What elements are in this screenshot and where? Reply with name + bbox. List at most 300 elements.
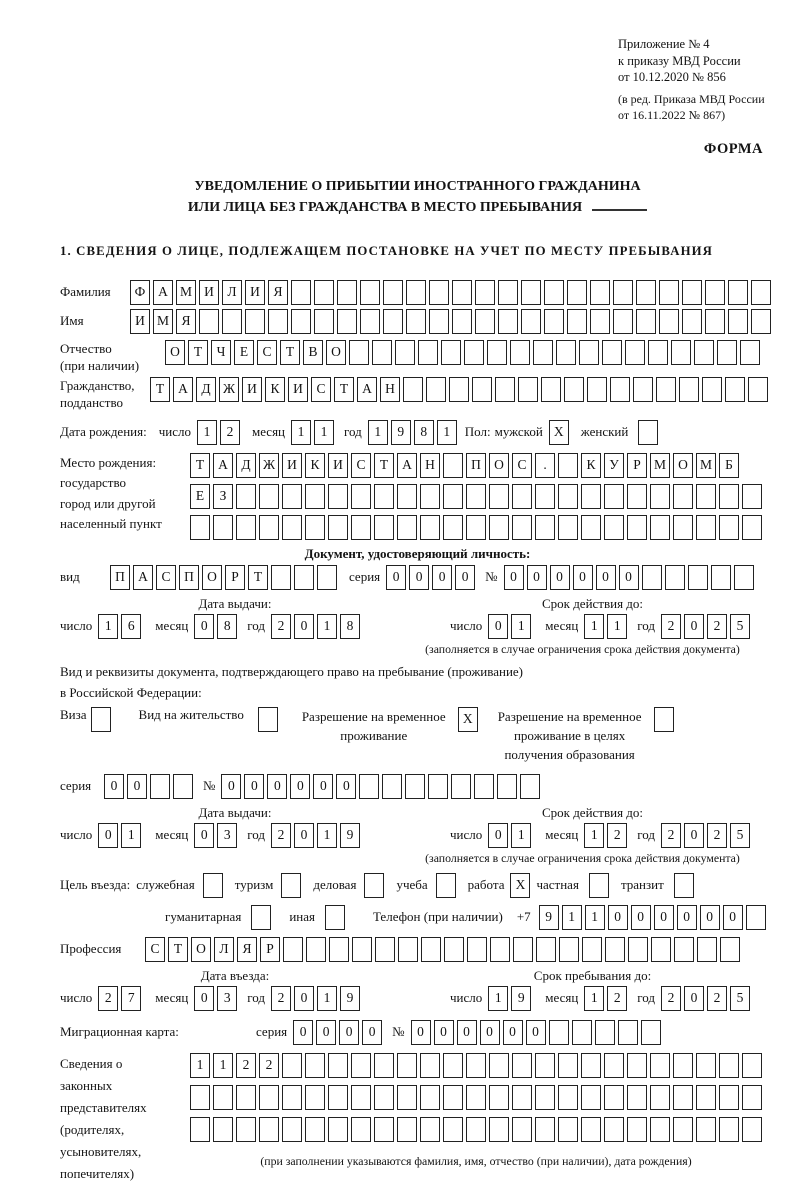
char-cell[interactable] [567, 280, 587, 305]
char-cell[interactable]: Ч [211, 340, 231, 365]
char-cell[interactable] [305, 515, 325, 540]
char-cell[interactable] [740, 340, 760, 365]
char-cell[interactable]: 7 [121, 986, 141, 1011]
char-cell[interactable] [656, 377, 676, 402]
char-cell[interactable] [236, 515, 256, 540]
char-cell[interactable] [659, 280, 679, 305]
char-cell[interactable]: П [179, 565, 199, 590]
char-cell[interactable] [650, 1117, 670, 1142]
char-cell[interactable] [428, 774, 448, 799]
char-cell[interactable] [742, 1053, 762, 1078]
char-cell[interactable]: С [145, 937, 165, 962]
char-cell[interactable] [533, 340, 553, 365]
char-cell[interactable]: 0 [221, 774, 241, 799]
char-cell[interactable] [466, 515, 486, 540]
char-cell[interactable] [374, 515, 394, 540]
char-cell[interactable] [282, 515, 302, 540]
char-cell[interactable]: 1 [584, 823, 604, 848]
char-cell[interactable]: 1 [437, 420, 457, 445]
char-cell[interactable] [397, 1117, 417, 1142]
char-cell[interactable] [633, 377, 653, 402]
char-cell[interactable] [720, 937, 740, 962]
char-cell[interactable] [590, 280, 610, 305]
char-cell[interactable] [443, 1053, 463, 1078]
char-cell[interactable] [236, 1085, 256, 1110]
char-cell[interactable] [742, 1117, 762, 1142]
char-cell[interactable] [328, 1085, 348, 1110]
char-cell[interactable]: 0 [290, 774, 310, 799]
char-cell[interactable] [705, 280, 725, 305]
char-cell[interactable] [697, 937, 717, 962]
char-cell[interactable] [397, 515, 417, 540]
char-cell[interactable] [702, 377, 722, 402]
char-cell[interactable]: 0 [480, 1020, 500, 1045]
char-cell[interactable]: Т [168, 937, 188, 962]
char-cell[interactable] [673, 1085, 693, 1110]
char-cell[interactable] [535, 1085, 555, 1110]
char-cell[interactable] [467, 937, 487, 962]
char-cell[interactable] [351, 1085, 371, 1110]
char-cell[interactable]: 0 [550, 565, 570, 590]
char-cell[interactable]: 0 [527, 565, 547, 590]
char-cell[interactable] [466, 1117, 486, 1142]
char-cell[interactable]: 2 [236, 1053, 256, 1078]
char-cell[interactable]: 0 [432, 565, 452, 590]
char-cell[interactable] [674, 937, 694, 962]
char-cell[interactable] [294, 565, 314, 590]
purpose-tourism-checkbox[interactable] [281, 873, 301, 898]
char-cell[interactable]: Ж [219, 377, 239, 402]
char-cell[interactable] [190, 515, 210, 540]
char-cell[interactable]: Ф [130, 280, 150, 305]
char-cell[interactable] [397, 1053, 417, 1078]
char-cell[interactable]: 0 [596, 565, 616, 590]
char-cell[interactable] [351, 484, 371, 509]
char-cell[interactable] [549, 1020, 569, 1045]
char-cell[interactable] [719, 1085, 739, 1110]
purpose-private-checkbox[interactable] [589, 873, 609, 898]
char-cell[interactable] [190, 1117, 210, 1142]
char-cell[interactable] [495, 377, 515, 402]
char-cell[interactable]: 0 [294, 823, 314, 848]
char-cell[interactable]: 0 [700, 905, 720, 930]
char-cell[interactable]: 9 [391, 420, 411, 445]
char-cell[interactable] [268, 309, 288, 334]
char-cell[interactable]: 1 [314, 420, 334, 445]
char-cell[interactable] [581, 1085, 601, 1110]
char-cell[interactable]: 8 [414, 420, 434, 445]
char-cell[interactable] [490, 937, 510, 962]
char-cell[interactable] [572, 1020, 592, 1045]
char-cell[interactable] [475, 309, 495, 334]
char-cell[interactable]: О [489, 453, 509, 478]
char-cell[interactable] [497, 774, 517, 799]
char-cell[interactable]: Б [719, 453, 739, 478]
char-cell[interactable] [372, 340, 392, 365]
char-cell[interactable]: О [673, 453, 693, 478]
char-cell[interactable] [351, 1053, 371, 1078]
char-cell[interactable] [696, 1085, 716, 1110]
char-cell[interactable] [536, 937, 556, 962]
char-cell[interactable] [305, 1117, 325, 1142]
gender-male-checkbox[interactable]: X [549, 420, 569, 445]
char-cell[interactable] [650, 484, 670, 509]
char-cell[interactable]: 0 [339, 1020, 359, 1045]
char-cell[interactable] [705, 309, 725, 334]
char-cell[interactable] [375, 937, 395, 962]
char-cell[interactable] [581, 515, 601, 540]
char-cell[interactable]: . [535, 453, 555, 478]
char-cell[interactable]: 0 [294, 614, 314, 639]
char-cell[interactable] [397, 484, 417, 509]
char-cell[interactable]: С [351, 453, 371, 478]
char-cell[interactable] [328, 1053, 348, 1078]
char-cell[interactable]: 5 [730, 986, 750, 1011]
char-cell[interactable] [673, 515, 693, 540]
char-cell[interactable] [636, 280, 656, 305]
char-cell[interactable] [213, 1117, 233, 1142]
char-cell[interactable] [751, 280, 771, 305]
char-cell[interactable]: 0 [457, 1020, 477, 1045]
char-cell[interactable]: М [650, 453, 670, 478]
char-cell[interactable] [374, 1053, 394, 1078]
char-cell[interactable] [696, 484, 716, 509]
char-cell[interactable] [222, 309, 242, 334]
char-cell[interactable] [374, 484, 394, 509]
char-cell[interactable]: Т [190, 453, 210, 478]
char-cell[interactable]: 0 [684, 823, 704, 848]
char-cell[interactable] [595, 1020, 615, 1045]
char-cell[interactable]: 0 [386, 565, 406, 590]
char-cell[interactable]: А [213, 453, 233, 478]
char-cell[interactable] [711, 565, 731, 590]
char-cell[interactable] [420, 1053, 440, 1078]
char-cell[interactable]: 2 [661, 986, 681, 1011]
char-cell[interactable]: С [311, 377, 331, 402]
char-cell[interactable]: 0 [127, 774, 147, 799]
char-cell[interactable] [472, 377, 492, 402]
char-cell[interactable]: Т [334, 377, 354, 402]
char-cell[interactable] [360, 280, 380, 305]
char-cell[interactable] [305, 1053, 325, 1078]
char-cell[interactable] [259, 1117, 279, 1142]
char-cell[interactable]: 1 [291, 420, 311, 445]
purpose-humanitarian-checkbox[interactable] [251, 905, 271, 930]
char-cell[interactable] [449, 377, 469, 402]
char-cell[interactable]: 9 [511, 986, 531, 1011]
char-cell[interactable]: 0 [409, 565, 429, 590]
char-cell[interactable] [475, 280, 495, 305]
char-cell[interactable] [443, 453, 463, 478]
char-cell[interactable] [489, 1117, 509, 1142]
char-cell[interactable] [558, 1053, 578, 1078]
char-cell[interactable]: 5 [730, 614, 750, 639]
char-cell[interactable] [271, 565, 291, 590]
char-cell[interactable] [351, 515, 371, 540]
char-cell[interactable]: А [357, 377, 377, 402]
char-cell[interactable]: О [326, 340, 346, 365]
char-cell[interactable]: 0 [313, 774, 333, 799]
temp-residence-checkbox[interactable]: X [458, 707, 478, 732]
char-cell[interactable] [489, 484, 509, 509]
char-cell[interactable] [213, 1085, 233, 1110]
char-cell[interactable] [426, 377, 446, 402]
char-cell[interactable] [673, 1053, 693, 1078]
char-cell[interactable] [395, 340, 415, 365]
char-cell[interactable] [314, 280, 334, 305]
char-cell[interactable] [728, 280, 748, 305]
char-cell[interactable] [498, 280, 518, 305]
char-cell[interactable] [512, 1117, 532, 1142]
temp-residence-education-checkbox[interactable] [654, 707, 674, 732]
char-cell[interactable]: 0 [631, 905, 651, 930]
char-cell[interactable] [581, 484, 601, 509]
char-cell[interactable] [719, 1053, 739, 1078]
char-cell[interactable]: А [133, 565, 153, 590]
char-cell[interactable]: 0 [411, 1020, 431, 1045]
char-cell[interactable] [466, 1085, 486, 1110]
char-cell[interactable] [487, 340, 507, 365]
char-cell[interactable] [513, 937, 533, 962]
char-cell[interactable] [520, 774, 540, 799]
char-cell[interactable] [558, 1085, 578, 1110]
char-cell[interactable]: 0 [293, 1020, 313, 1045]
char-cell[interactable]: 0 [488, 823, 508, 848]
char-cell[interactable] [742, 484, 762, 509]
char-cell[interactable] [383, 280, 403, 305]
char-cell[interactable] [751, 309, 771, 334]
char-cell[interactable] [535, 484, 555, 509]
char-cell[interactable] [636, 309, 656, 334]
char-cell[interactable] [512, 515, 532, 540]
char-cell[interactable]: Я [176, 309, 196, 334]
char-cell[interactable]: Н [420, 453, 440, 478]
char-cell[interactable] [665, 565, 685, 590]
char-cell[interactable]: А [173, 377, 193, 402]
char-cell[interactable] [696, 515, 716, 540]
char-cell[interactable]: М [176, 280, 196, 305]
char-cell[interactable]: 1 [607, 614, 627, 639]
char-cell[interactable] [351, 1117, 371, 1142]
char-cell[interactable] [236, 1117, 256, 1142]
char-cell[interactable]: 1 [317, 614, 337, 639]
char-cell[interactable] [604, 515, 624, 540]
char-cell[interactable] [236, 484, 256, 509]
char-cell[interactable]: 6 [121, 614, 141, 639]
char-cell[interactable]: 0 [684, 614, 704, 639]
char-cell[interactable] [518, 377, 538, 402]
char-cell[interactable]: П [466, 453, 486, 478]
char-cell[interactable] [535, 1053, 555, 1078]
char-cell[interactable] [329, 937, 349, 962]
char-cell[interactable] [748, 377, 768, 402]
char-cell[interactable] [443, 1117, 463, 1142]
char-cell[interactable] [671, 340, 691, 365]
char-cell[interactable]: И [130, 309, 150, 334]
char-cell[interactable] [648, 340, 668, 365]
char-cell[interactable] [397, 1085, 417, 1110]
char-cell[interactable]: 0 [434, 1020, 454, 1045]
char-cell[interactable] [398, 937, 418, 962]
char-cell[interactable]: 2 [607, 986, 627, 1011]
char-cell[interactable]: Л [222, 280, 242, 305]
char-cell[interactable]: 0 [654, 905, 674, 930]
char-cell[interactable] [613, 309, 633, 334]
char-cell[interactable]: 9 [340, 823, 360, 848]
char-cell[interactable]: 2 [271, 614, 291, 639]
char-cell[interactable]: М [696, 453, 716, 478]
char-cell[interactable] [627, 515, 647, 540]
char-cell[interactable]: Т [374, 453, 394, 478]
char-cell[interactable] [305, 484, 325, 509]
char-cell[interactable]: 0 [194, 614, 214, 639]
char-cell[interactable] [679, 377, 699, 402]
char-cell[interactable] [627, 484, 647, 509]
char-cell[interactable]: 1 [511, 823, 531, 848]
char-cell[interactable] [420, 1085, 440, 1110]
char-cell[interactable] [541, 377, 561, 402]
char-cell[interactable] [352, 937, 372, 962]
char-cell[interactable] [717, 340, 737, 365]
char-cell[interactable]: 0 [267, 774, 287, 799]
char-cell[interactable]: 2 [661, 823, 681, 848]
char-cell[interactable] [291, 280, 311, 305]
char-cell[interactable]: 0 [98, 823, 118, 848]
char-cell[interactable]: Т [150, 377, 170, 402]
char-cell[interactable] [512, 484, 532, 509]
char-cell[interactable] [535, 515, 555, 540]
char-cell[interactable] [452, 309, 472, 334]
char-cell[interactable] [558, 515, 578, 540]
char-cell[interactable] [604, 484, 624, 509]
char-cell[interactable]: И [242, 377, 262, 402]
char-cell[interactable] [582, 937, 602, 962]
char-cell[interactable] [604, 1053, 624, 1078]
char-cell[interactable] [282, 1117, 302, 1142]
char-cell[interactable] [610, 377, 630, 402]
char-cell[interactable] [421, 937, 441, 962]
char-cell[interactable] [383, 309, 403, 334]
char-cell[interactable]: 9 [340, 986, 360, 1011]
char-cell[interactable]: 2 [661, 614, 681, 639]
char-cell[interactable] [694, 340, 714, 365]
char-cell[interactable]: К [581, 453, 601, 478]
char-cell[interactable]: 1 [584, 614, 604, 639]
char-cell[interactable]: 1 [488, 986, 508, 1011]
char-cell[interactable] [558, 1117, 578, 1142]
char-cell[interactable]: И [199, 280, 219, 305]
char-cell[interactable]: Т [248, 565, 268, 590]
char-cell[interactable] [466, 1053, 486, 1078]
char-cell[interactable]: Р [225, 565, 245, 590]
char-cell[interactable]: 0 [294, 986, 314, 1011]
char-cell[interactable] [305, 1085, 325, 1110]
char-cell[interactable] [420, 484, 440, 509]
gender-female-checkbox[interactable] [638, 420, 658, 445]
char-cell[interactable] [564, 377, 584, 402]
char-cell[interactable]: 9 [539, 905, 559, 930]
char-cell[interactable] [604, 1117, 624, 1142]
char-cell[interactable]: 0 [104, 774, 124, 799]
char-cell[interactable]: М [153, 309, 173, 334]
char-cell[interactable] [535, 1117, 555, 1142]
char-cell[interactable]: 2 [707, 823, 727, 848]
char-cell[interactable]: 2 [707, 986, 727, 1011]
char-cell[interactable] [213, 515, 233, 540]
char-cell[interactable]: И [245, 280, 265, 305]
char-cell[interactable] [558, 453, 578, 478]
char-cell[interactable] [283, 937, 303, 962]
char-cell[interactable] [742, 515, 762, 540]
char-cell[interactable]: У [604, 453, 624, 478]
char-cell[interactable]: И [328, 453, 348, 478]
char-cell[interactable] [474, 774, 494, 799]
char-cell[interactable]: 2 [707, 614, 727, 639]
char-cell[interactable] [682, 309, 702, 334]
char-cell[interactable]: 0 [244, 774, 264, 799]
char-cell[interactable] [673, 1117, 693, 1142]
char-cell[interactable] [328, 515, 348, 540]
char-cell[interactable]: Ж [259, 453, 279, 478]
char-cell[interactable]: 0 [723, 905, 743, 930]
char-cell[interactable]: 0 [573, 565, 593, 590]
char-cell[interactable] [579, 340, 599, 365]
char-cell[interactable] [581, 1117, 601, 1142]
char-cell[interactable]: 1 [584, 986, 604, 1011]
char-cell[interactable] [728, 309, 748, 334]
char-cell[interactable] [451, 774, 471, 799]
char-cell[interactable] [259, 1085, 279, 1110]
purpose-transit-checkbox[interactable] [674, 873, 694, 898]
char-cell[interactable]: К [265, 377, 285, 402]
char-cell[interactable]: О [165, 340, 185, 365]
char-cell[interactable]: В [303, 340, 323, 365]
char-cell[interactable] [556, 340, 576, 365]
char-cell[interactable]: 0 [488, 614, 508, 639]
char-cell[interactable]: 3 [217, 823, 237, 848]
char-cell[interactable]: 0 [684, 986, 704, 1011]
char-cell[interactable] [682, 280, 702, 305]
char-cell[interactable] [452, 280, 472, 305]
char-cell[interactable] [627, 1085, 647, 1110]
char-cell[interactable]: 0 [503, 1020, 523, 1045]
char-cell[interactable] [314, 309, 334, 334]
char-cell[interactable] [625, 340, 645, 365]
char-cell[interactable] [558, 484, 578, 509]
char-cell[interactable]: К [305, 453, 325, 478]
char-cell[interactable] [245, 309, 265, 334]
char-cell[interactable]: И [282, 453, 302, 478]
char-cell[interactable] [199, 309, 219, 334]
char-cell[interactable] [282, 484, 302, 509]
char-cell[interactable]: 2 [271, 823, 291, 848]
purpose-official-checkbox[interactable] [203, 873, 223, 898]
char-cell[interactable] [498, 309, 518, 334]
char-cell[interactable] [734, 565, 754, 590]
char-cell[interactable] [420, 1117, 440, 1142]
char-cell[interactable]: Я [268, 280, 288, 305]
char-cell[interactable] [650, 515, 670, 540]
char-cell[interactable] [651, 937, 671, 962]
char-cell[interactable]: 2 [271, 986, 291, 1011]
char-cell[interactable]: Е [190, 484, 210, 509]
char-cell[interactable]: 0 [455, 565, 475, 590]
char-cell[interactable] [429, 309, 449, 334]
char-cell[interactable]: С [257, 340, 277, 365]
char-cell[interactable] [613, 280, 633, 305]
char-cell[interactable]: 0 [526, 1020, 546, 1045]
char-cell[interactable] [719, 1117, 739, 1142]
